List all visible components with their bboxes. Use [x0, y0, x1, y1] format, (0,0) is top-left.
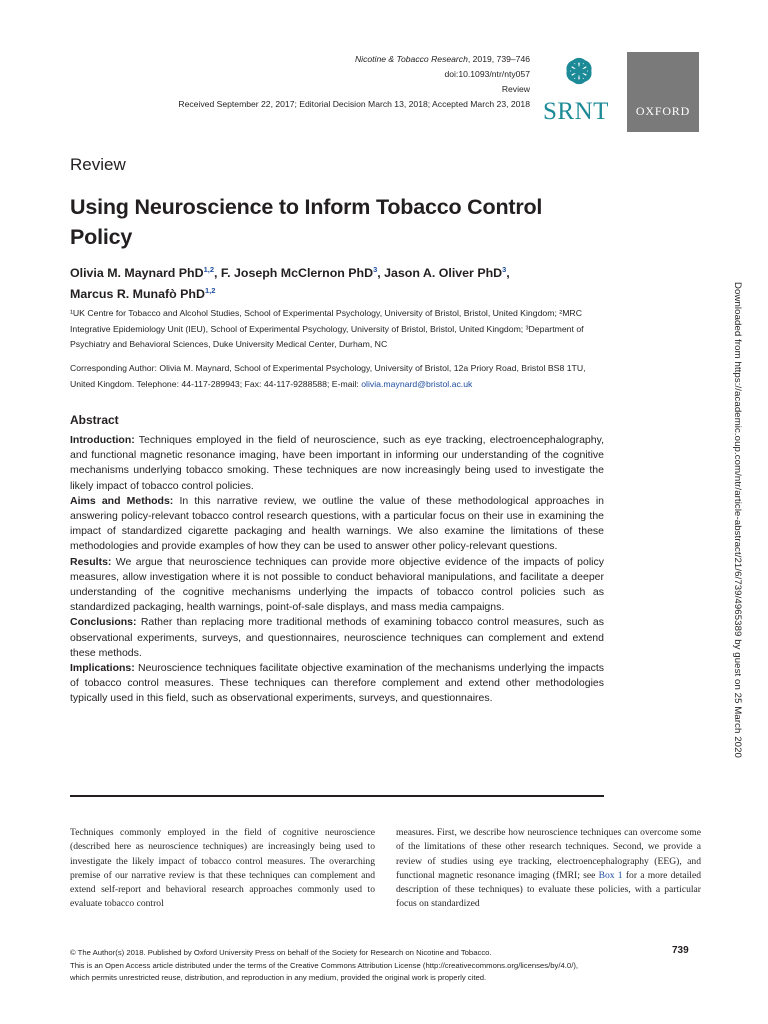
author-separator: , [377, 266, 385, 281]
email-link[interactable]: olivia.maynard@bristol.ac.uk [361, 378, 473, 389]
abstract-section-text: Rather than replacing more traditional methods of examining tobacco control measures, such as observational experiments, surveys, and questionnaires, neuroscience techniques can complement and extend these methods. [70, 616, 604, 659]
srnt-logo-text: SRNT [543, 98, 609, 125]
copyright-notice: © The Author(s) 2018. Published by Oxford University Press on behalf of the Society for Research on Nicotine and Tobacco. [70, 948, 492, 957]
abstract-divider [70, 795, 604, 797]
author-name: F. Joseph McClernon PhD [220, 266, 374, 281]
abstract-section-text: Neuroscience techniques facilitate objective examination of the mechanisms underlying the impacts of tobacco control measures. These techniques can therefore complement and extend other methodologies typically used in this field, such as observational experiments, surveys, and questionnaires. [70, 662, 604, 705]
body-text: for a more detailed description of these techniques) to evaluate these policies, with a particular focus on standardized [396, 869, 701, 910]
abstract-section-label: Results: [70, 555, 112, 568]
citation-details: , 2019, 739–746 [467, 54, 530, 64]
abstract [70, 433, 604, 707]
abstract-section-label: Introduction: [70, 434, 135, 446]
abstract-heading: Abstract [70, 413, 119, 427]
author-name: Marcus R. Munafò PhD [70, 287, 205, 302]
article-title: Using Neuroscience to Inform Tobacco Control Policy [70, 195, 543, 249]
abstract-section-label: Conclusions: [70, 616, 137, 629]
body-column-right [396, 826, 701, 912]
author-affiliation-ref[interactable]: 1,2 [203, 265, 215, 274]
author-affiliation-ref[interactable]: 1,2 [204, 286, 216, 296]
abstract-section-text: In this narrative review, we outline the value of these methodological approaches in answering policy-relevant tobacco control research questions, with a particular focus on their use in examining the impact of standardized cigarette packaging and health warnings. We also examine the limitations of these methodologies and provide examples of how they can be used to answer other policy-relevant questions. [70, 494, 604, 553]
corresponding-author [70, 361, 610, 392]
corresponding-author-text: Corresponding Author: Olivia M. Maynard, School of Experimental Psychology, University of Bristol, 12a Priory Road, Bristol BS8 1TU, United Kingdom. Telephone: 44-117-289943; Fax: 44-117-9288588; E-mail: [70, 363, 586, 389]
abstract-introduction [70, 433, 604, 494]
author-name: Jason A. Oliver PhD [384, 266, 503, 281]
author-list [70, 261, 630, 303]
doi: doi:10.1093/ntr/nty057 [444, 69, 530, 79]
license-line-1: This is an Open Access article distributed under the terms of the Creative Commons Attribution License (http://creativecommons.org/licenses/by/4.0/), [70, 960, 579, 970]
abstract-aims-methods [70, 494, 604, 555]
journal-name: Nicotine & Tobacco Research [354, 54, 468, 64]
license-line-2: which permits unrestricted reuse, distribution, and reproduction in any medium, provided the original work is properly cited. [70, 973, 487, 982]
author-name: Olivia M. Maynard PhD [70, 266, 204, 281]
affiliations: ¹UK Centre for Tobacco and Alcohol Studies, School of Experimental Psychology, University of Bristol, Bristol, United Kingdom; ²MRC Integrative Epidemiology Unit (IEU), School of Experimental Psychology, University of Bristol, Bristol, United Kingdom; ³Department of Psychiatry and Behavioral Sciences, Duke University Medical Center, Durham, NC [70, 308, 584, 349]
download-note: Downloaded from https://academic.oup.com/ntr/article-abstract/21/6/739/4965389 by guest on 25 March 2020 [732, 282, 743, 758]
abstract-results [70, 555, 604, 616]
body-text: measures. First, we describe how neuroscience techniques can overcome some of the limitations of these other research techniques. Second, we provide a review of studies using eye tracking, electroencephalography (EEG), and functional magnetic resonance imaging (fMRI; see [396, 827, 701, 881]
article-header-meta [178, 52, 530, 112]
abstract-implications [70, 661, 604, 707]
author-affiliation-ref[interactable]: 3 [502, 265, 507, 274]
author-separator: , [506, 266, 510, 281]
journal-citation [178, 52, 530, 67]
oxford-logo [627, 52, 699, 132]
article-dates: Received September 22, 2017; Editorial Decision March 13, 2018; Accepted March 23, 2018 [178, 99, 530, 109]
abstract-section-text: Techniques employed in the field of neuroscience, such as eye tracking, electroencephalography, and functional magnetic resonance imaging, have been important in informing our understanding of the cognitive mechanisms underlying tobacco smoking. These techniques are now increasingly being used to investigate the likely impact of tobacco control policies. [70, 434, 604, 492]
abstract-section-label: Implications: [70, 662, 135, 675]
abstract-section-text: We argue that neuroscience techniques can provide more objective evidence of the impacts of policy measures, allow investigation where it is not possible to conduct behavioral manipulations, and facilitate a deeper understanding of the cognitive mechanisms underlying the impacts of tobacco control policies such as standardized packaging, health warnings, point-of-sale displays, and mass media campaigns. [70, 555, 604, 614]
section-label: Review [70, 155, 126, 174]
page-footer [70, 947, 630, 985]
oxford-logo-text: OXFORD [635, 104, 691, 118]
author-separator: , [214, 266, 221, 281]
body-column-left: Techniques commonly employed in the field of cognitive neuroscience (described here as neuroscience techniques) are increasingly being used to investigate the likely impact of tobacco control measures. The overarching premise of our narrative review is that these techniques can complement and extend self-report and behavioral research approaches commonly used to evaluate tobacco control [70, 827, 375, 910]
author-affiliation-ref[interactable]: 3 [373, 265, 378, 274]
abstract-section-label: Aims and Methods: [70, 494, 174, 507]
page-number: 739 [672, 945, 689, 956]
abstract-conclusions [70, 615, 604, 661]
box-1-link[interactable]: Box 1 [598, 869, 623, 881]
article-type: Review [501, 84, 530, 94]
